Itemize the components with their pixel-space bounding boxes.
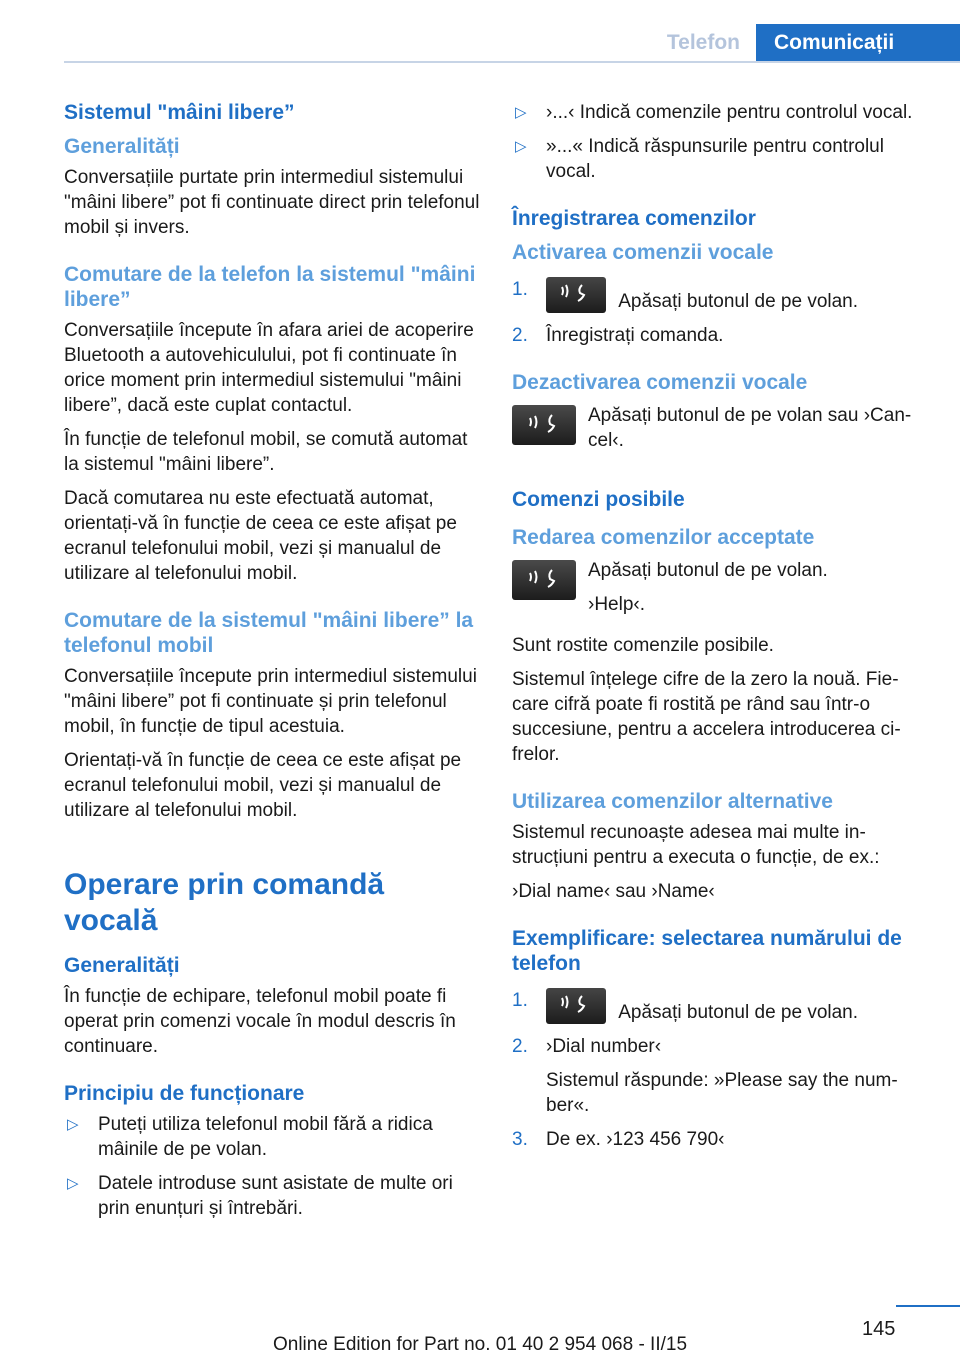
footer-rule <box>896 1305 960 1307</box>
paragraph: Sistemul recunoaște adesea mai multe instrucțiuni pentru a executa o funcție, de ex.: <box>512 822 880 868</box>
paragraph: În funcție de telefonul mobil, se comută automat la sistemul "mâini libere”. <box>64 429 468 475</box>
section-title: Generalități <box>64 954 180 977</box>
paragraph: ›Help‹. <box>588 594 646 615</box>
list-item <box>64 1171 482 1221</box>
paragraph: Apăsați butonul de pe volan. <box>588 560 828 581</box>
step-text: Înregistrați comanda. <box>546 325 724 346</box>
section-title: Principiu de funcționare <box>64 1082 305 1105</box>
section-title: Exemplificare: selectarea numărului de telefon <box>512 927 902 975</box>
paragraph: Conversațiile începute prin intermediul sistemului "mâini libere” pot fi continuate și prin telefonul mobil, în funcție de tipul acestuia. <box>64 666 477 737</box>
triangle-bullet-icon: ▷ <box>515 104 527 121</box>
list-item <box>64 1112 482 1162</box>
tab-telefon[interactable]: Telefon <box>649 24 756 62</box>
step-item <box>512 277 928 314</box>
paragraph: Conversațiile începute în afara ariei de acoperire Bluetooth a autovehiculului, pot fi continuate în orice moment prin intermediul sistemului "mâini libere”, dacă este cuplat contactul. <box>64 320 474 416</box>
step-text: ›Dial number‹ <box>546 1036 662 1057</box>
subsection-title: Activarea comenzii vocale <box>512 241 774 264</box>
step-item <box>512 1127 928 1152</box>
list-item-text: Puteți utiliza telefonul mobil fără a ridica mâinile de pe volan. <box>98 1114 433 1160</box>
triangle-bullet-icon: ▷ <box>67 1175 79 1192</box>
paragraph: Dacă comutarea nu este efectuată automat, orientați-vă în funcție de ceea ce este afișat pe ecranul telefonului mobil, vezi și manualul de utilizare al telefonului mobil. <box>64 488 457 584</box>
subsection-title: Dezactivarea comenzii vocale <box>512 371 808 394</box>
paragraph: Apăsați butonul de pe volan sau ›Cancel‹. <box>588 405 912 451</box>
paragraph: Sistemul înțelege cifre de la zero la nouă. Fiecare cifră poate fi rostită pe rând sau într-o succesiune, pentru a accelera introducerea cifrelor. <box>512 669 901 765</box>
voice-button-icon <box>512 560 576 600</box>
step-text: Apăsați butonul de pe volan. <box>618 1002 859 1023</box>
paragraph: Sunt rostite comenzile posibile. <box>512 635 774 656</box>
list-item-text: »...« Indică răspunsurile pentru controlul vocal. <box>546 136 884 182</box>
paragraph: ›Dial name‹ sau ›Name‹ <box>512 881 715 902</box>
left-column <box>64 100 482 1221</box>
subsection-title: Comutare de la sistemul "mâini libere” la telefonul mobil <box>64 609 474 657</box>
step-number: 1. <box>512 990 528 1011</box>
paragraph: Orientați-vă în funcție de ceea ce este afișat pe ecranul telefonului mobil, vezi și manualul de utilizare al telefonului mobil. <box>64 750 462 821</box>
step-subtext: Sistemul răspunde: »Please say the number«. <box>546 1070 898 1116</box>
figure-row <box>512 558 928 617</box>
right-column <box>512 100 928 1152</box>
section-title: Sistemul "mâini libere” <box>64 101 295 124</box>
step-number: 2. <box>512 325 528 346</box>
voice-button-icon <box>546 988 606 1024</box>
step-number: 1. <box>512 279 528 300</box>
step-item <box>512 323 928 348</box>
tab-comunicatii[interactable]: Comunicații <box>756 24 960 62</box>
step-item <box>512 988 928 1025</box>
step-item <box>512 1034 928 1118</box>
subsection-title: Redarea comenzilor acceptate <box>512 526 815 549</box>
chapter-title: Operare prin comandă vocală <box>64 868 385 937</box>
paragraph: În funcție de echipare, telefonul mobil poate fi operat prin comenzi vocale în modul descris în continuare. <box>64 986 456 1057</box>
step-number: 3. <box>512 1129 528 1150</box>
step-number: 2. <box>512 1036 528 1057</box>
voice-button-icon <box>546 277 606 313</box>
footer-edition: Online Edition for Part no. 01 40 2 954 068 - II/15 <box>272 1334 688 1355</box>
list-item-text: ›...‹ Indică comenzile pentru controlul vocal. <box>546 102 913 123</box>
section-title: Înregistrarea comenzilor <box>512 207 756 230</box>
subsection-title: Generalități <box>64 135 180 158</box>
triangle-bullet-icon: ▷ <box>515 138 527 155</box>
section-title: Comenzi posibile <box>512 488 685 511</box>
subsection-title: Comutare de la telefon la sistemul "mâini libere” <box>64 263 476 311</box>
triangle-bullet-icon: ▷ <box>67 1116 79 1133</box>
header-tabs <box>649 24 960 62</box>
step-text: De ex. ›123 456 790‹ <box>546 1129 725 1150</box>
figure-row <box>512 403 928 453</box>
header-rule <box>64 61 960 63</box>
step-text: Apăsați butonul de pe volan. <box>618 291 859 312</box>
list-item <box>512 100 928 125</box>
page-number: 145 <box>862 1318 896 1340</box>
list-item <box>512 134 928 184</box>
paragraph: Conversațiile purtate prin intermediul sistemului "mâini libere” pot fi continuate direct prin telefonul mobil și invers. <box>64 167 480 238</box>
subsection-title: Utilizarea comenzilor alternative <box>512 790 833 813</box>
voice-button-icon <box>512 405 576 445</box>
list-item-text: Datele introduse sunt asistate de multe ori prin enunțuri și întrebări. <box>98 1173 453 1219</box>
